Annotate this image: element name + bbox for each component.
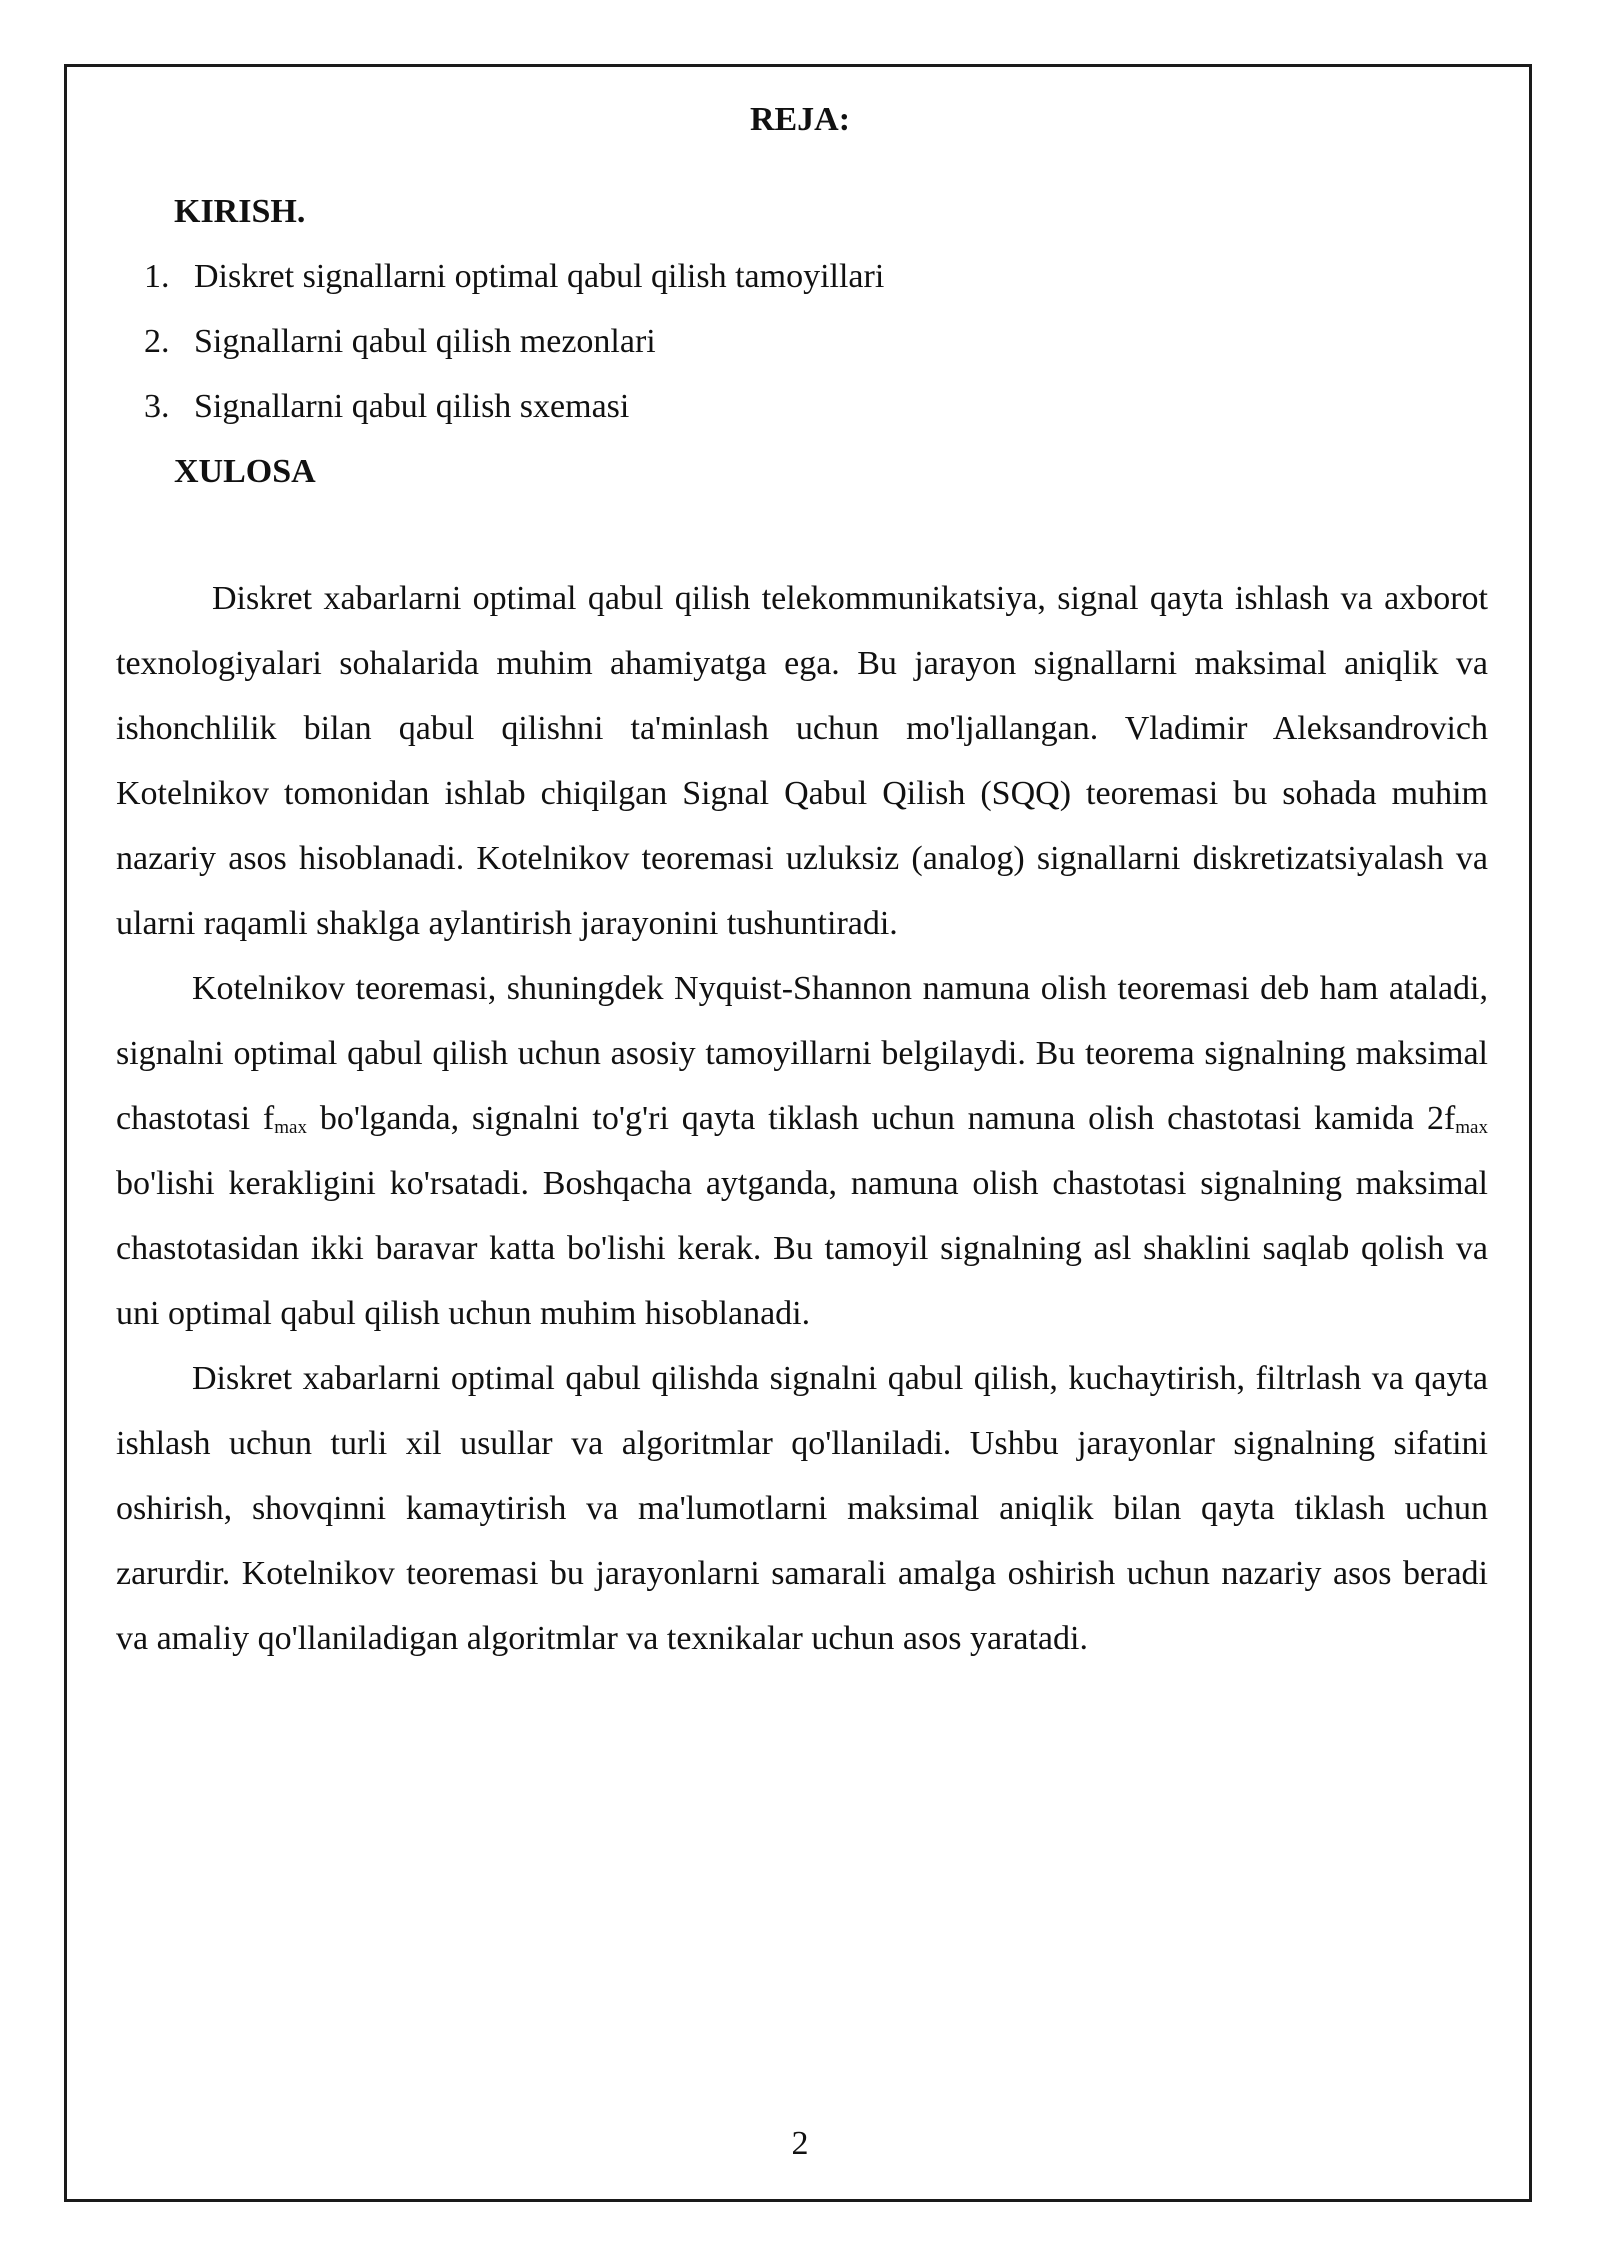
plan-intro-heading: KIRISH. [174,193,306,230]
plan-item-text: Signallarni qabul qilish sxemasi [194,388,630,425]
paragraph-2 [116,956,1488,1346]
plan-list-item [144,385,1344,429]
plan-item-text: Diskret signallarni optimal qabul qilish tamoyillari [194,258,885,295]
plan-outline [144,190,1344,515]
page-number: 2 [791,2125,809,2162]
paragraph-2-part-1: Kotelnikov teoremasi, shuningdek Nyquist-Shannon namuna olish teoremasi deb ham ataladi, signalni optimal qabul qilish uchun asosiy tamoyillarni belgilaydi. Bu teorema signalning maksimal chastotasi f [116,970,1488,1137]
paragraph-1: Diskret xabarlarni optimal qabul qilish telekommunikatsiya, signal qayta ishlash va axborot texnologiyalari sohalarida muhim ahamiyatga ega. Bu jarayon signallarni maksimal aniqlik va ishonchlilik bilan qabul qilishni ta'minlash uchun mo'ljallangan. Vladimir Aleksandrovich Kotelnikov tomonidan ishlab chiqilgan Signal Qabul Qilish (SQQ) teoremasi bu sohada muhim nazariy asos hisoblanadi. Kotelnikov teoremasi uzluksiz (analog) signallarni diskretizatsiyalash va ularni raqamli shaklga aylantirish jarayonini tushuntiradi. [116,580,1488,942]
fmax-subscript: max [1455,1117,1488,1138]
paragraph-3: Diskret xabarlarni optimal qabul qilishda signalni qabul qilish, kuchaytirish, filtrlash va qayta ishlash uchun turli xil usullar va algoritmlar qo'llaniladi. Ushbu jarayonlar signalning sifatini oshirish, shovqinni kamaytirish va ma'lumotlarni maksimal aniqlik bilan qayta tiklash uchun zarurdir. Kotelnikov teoremasi bu jarayonlarni samarali amalga oshirish uchun nazariy asos beradi va amaliy qo'llaniladigan algoritmlar va texnikalar uchun asos yaratadi. [116,1360,1488,1657]
plan-item-number: 3. [144,388,170,425]
plan-list-item [144,255,1344,299]
fmax-subscript: max [274,1117,307,1138]
plan-item-text: Signallarni qabul qilish mezonlari [194,323,656,360]
plan-item-number: 1. [144,258,170,295]
plan-list [144,255,1344,429]
paragraph-2-part-3: bo'lishi kerakligini ko'rsatadi. Boshqacha aytganda, namuna olish chastotasi signalning maksimal chastotasidan ikki baravar katta bo'lishi kerak. Bu tamoyil signalning asl shaklini saqlab qolish va uni optimal qabul qilish uchun muhim hisoblanadi. [116,1165,1488,1332]
plan-conclusion-heading: XULOSA [174,453,316,490]
plan-item-number: 2. [144,323,170,360]
plan-list-item [144,320,1344,364]
plan-title: REJA: [749,101,851,138]
body-text [116,566,1488,1671]
paragraph-2-part-2: bo'lganda, signalni to'g'ri qayta tiklash uchun namuna olish chastotasi kamida 2f [306,1100,1456,1137]
